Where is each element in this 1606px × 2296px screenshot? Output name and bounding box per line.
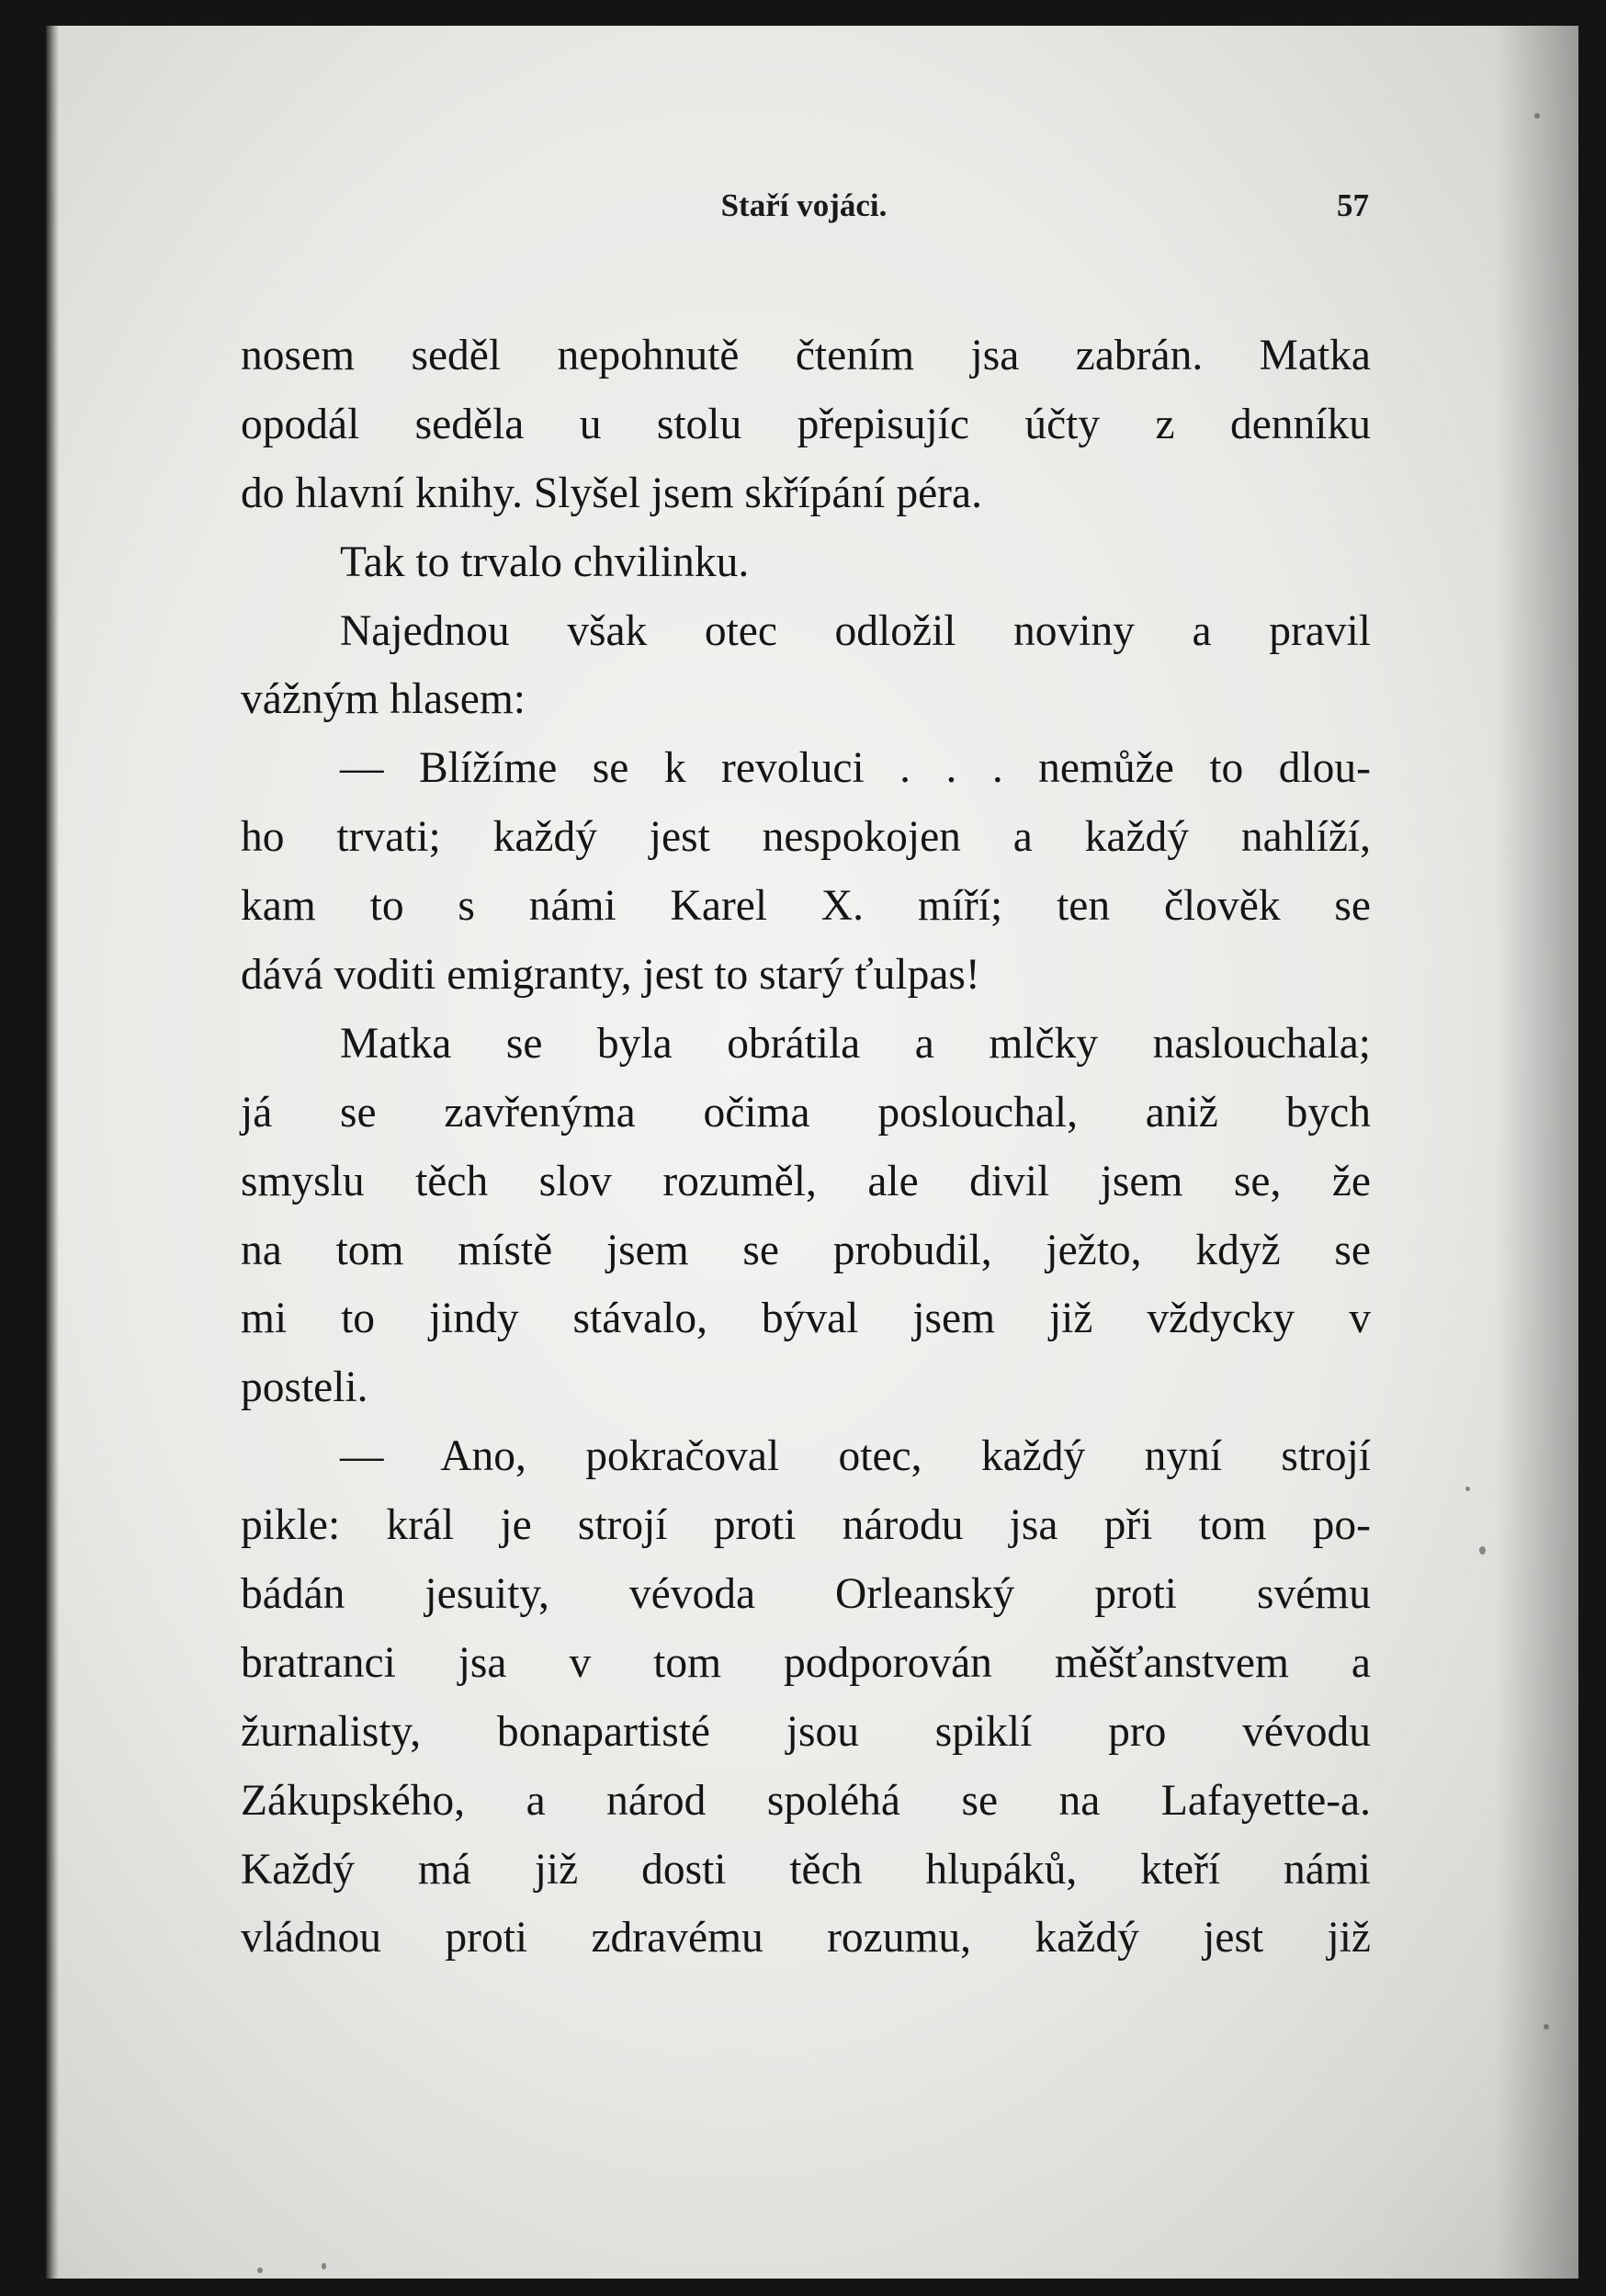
scan-speck (1544, 2024, 1549, 2030)
page-header (239, 187, 1369, 243)
text-line: vážným hlasem: (241, 675, 526, 724)
text-line: do hlavní knihy. Slyšel jsem skřípání péra. (241, 469, 982, 517)
scan-speck (322, 2263, 326, 2269)
text-line: — Ano, pokračoval otec, každý nyní strojí (340, 1432, 1371, 1481)
scan-speck (1465, 1487, 1470, 1491)
scan-speck (1534, 113, 1540, 119)
text-line: Najednou však otec odložil noviny a pravil (340, 606, 1371, 655)
text-line: ho trvati; každý jest nespokojen a každý nahlíží, (241, 813, 1371, 862)
text-line: posteli. (241, 1363, 368, 1412)
body-text (241, 322, 1371, 1973)
text-line: na tom místě jsem se probudil, ježto, když se (241, 1226, 1371, 1274)
text-line: bádán jesuity, vévoda Orleanský proti svému (241, 1570, 1371, 1619)
text-line: kam to s námi Karel X. míří; ten člověk se (241, 882, 1371, 931)
text-line: smyslu těch slov rozuměl, ale divil jsem se, že (241, 1157, 1371, 1205)
scan-speck (257, 2268, 263, 2273)
text-line: Zákupského, a národ spoléhá se na Lafayette-a. (241, 1776, 1371, 1825)
text-line: pikle: král je strojí proti národu jsa při tom po- (241, 1501, 1371, 1550)
text-line: žurnalisty, bonapartisté jsou spiklí pro vévodu (241, 1707, 1371, 1756)
scan-speck (1479, 1546, 1486, 1555)
running-title: Staří vojáci. (720, 187, 888, 223)
book-page (46, 26, 1578, 2279)
text-line: Tak to trvalo chvilinku. (340, 537, 750, 586)
text-line: — Blížíme se k revoluci . . . nemůže to dlou- (340, 744, 1371, 793)
text-line: vládnou proti zdravému rozumu, každý jest již (241, 1914, 1371, 1962)
text-line: opodál seděla u stolu přepisujíc účty z denníku (241, 400, 1371, 448)
text-line: Každý má již dosti těch hlupáků, kteří námi (241, 1845, 1371, 1894)
text-line: mi to jindy stávalo, býval jsem již vždycky v (241, 1295, 1371, 1343)
text-line: já se zavřenýma očima poslouchal, aniž bych (241, 1088, 1371, 1137)
text-line: nosem seděl nepohnutě čtením jsa zabrán. Matka (241, 332, 1371, 379)
page-number: 57 (1337, 187, 1369, 223)
text-line: Matka se byla obrátila a mlčky naslouchala; (340, 1019, 1371, 1068)
text-line: bratranci jsa v tom podporován měšťanstvem a (241, 1638, 1371, 1687)
text-line: dává voditi emigranty, jest to starý ťulpas! (241, 951, 980, 1000)
